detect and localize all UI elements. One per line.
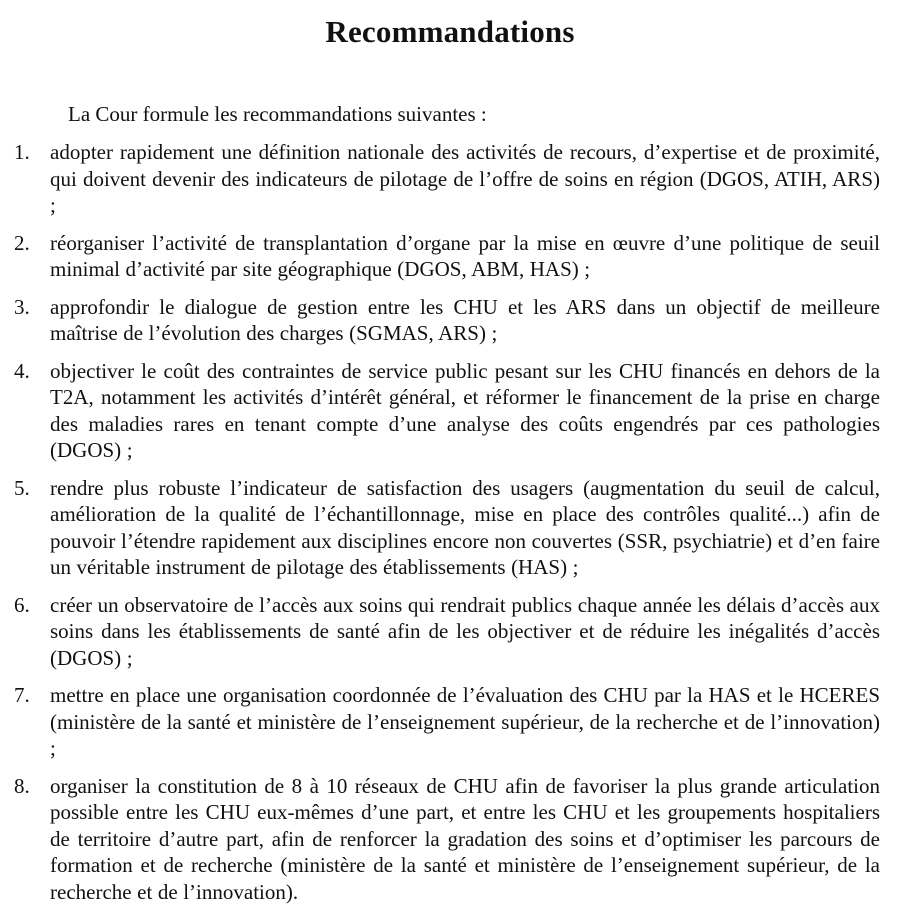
recommendations-list — [14, 139, 880, 916]
recommendation-item-1 — [14, 139, 880, 219]
recommendation-text: adopter rapidement une définition nationale des activités de recours, d’expertise et de proximité, qui doivent devenir des indicateurs de pilotage de l’offre de soins en région (DGOS, ATIH, ARS) ; — [50, 140, 880, 217]
recommendation-item-3 — [14, 294, 880, 347]
recommendation-text: objectiver le coût des contraintes de service public pesant sur les CHU financés en dehors de la T2A, notamment les activités d’intérêt général, et réformer le financement de la prise en charge des maladies rares en tenant compte d’une analyse des coûts engendrés par ces pathologies (DGOS) ; — [50, 358, 880, 462]
recommendation-text: réorganiser l’activité de transplantation d’organe par la mise en œuvre d’une politique de seuil minimal d’activité par site géographique (DGOS, ABM, HAS) ; — [50, 230, 880, 281]
recommendation-number: 3. — [14, 294, 30, 319]
recommendation-item-8 — [14, 773, 880, 906]
recommendation-text: mettre en place une organisation coordonnée de l’évaluation des CHU par la HAS et le HCERES (ministère de la santé et ministère de l’enseignement supérieur, de la recherche et de l’innovation) ; — [50, 683, 880, 760]
recommendation-text: approfondir le dialogue de gestion entre les CHU et les ARS dans un objectif de meilleure maîtrise de l’évolution des charges (SGMAS, ARS) ; — [50, 294, 880, 345]
recommendation-number: 1. — [14, 140, 30, 164]
recommendation-text: organiser la constitution de 8 à 10 réseaux de CHU afin de favoriser la plus grande articulation possible entre les CHU eux-mêmes d’une part, et entre les CHU et les groupements hospitaliers de territoire d’autre part, afin de renforcer la gradation des soins et d’optimiser les parcours de formation et de recherche (ministère de la santé et ministère de l’enseignement supérieur, de la recherche et de l’innovation). — [50, 773, 880, 904]
recommendation-number: 5. — [14, 475, 30, 500]
recommendation-item-5 — [14, 475, 880, 581]
recommendation-number: 2. — [14, 230, 30, 255]
recommendation-number: 4. — [14, 358, 30, 383]
recommendation-item-7 — [14, 682, 880, 762]
recommendation-item-4 — [14, 358, 880, 464]
recommendation-text: créer un observatoire de l’accès aux soins qui rendrait publics chaque année les délais d’accès aux soins dans les établissements de santé afin de les objectiver et de réduire les inégalités d’accès (DGOS) ; — [50, 592, 880, 670]
recommendation-item-2 — [14, 230, 880, 283]
page-title: Recommandations — [325, 14, 575, 49]
recommendation-item-6 — [14, 592, 880, 672]
recommendation-number: 6. — [14, 592, 30, 617]
recommendation-number: 7. — [14, 683, 30, 707]
recommendation-number: 8. — [14, 773, 30, 798]
intro-paragraph: La Cour formule les recommandations suivantes : — [68, 102, 487, 126]
recommendation-text: rendre plus robuste l’indicateur de satisfaction des usagers (augmentation du seuil de calcul, amélioration de la qualité de l’échantillonnage, mise en place des contrôles qualité...) afin de pouvoir l’étendre rapidement aux disciplines encore non couvertes (SSR, psychiatrie) et d’en faire un véritable instrument de pilotage des établissements (HAS) ; — [50, 475, 880, 579]
